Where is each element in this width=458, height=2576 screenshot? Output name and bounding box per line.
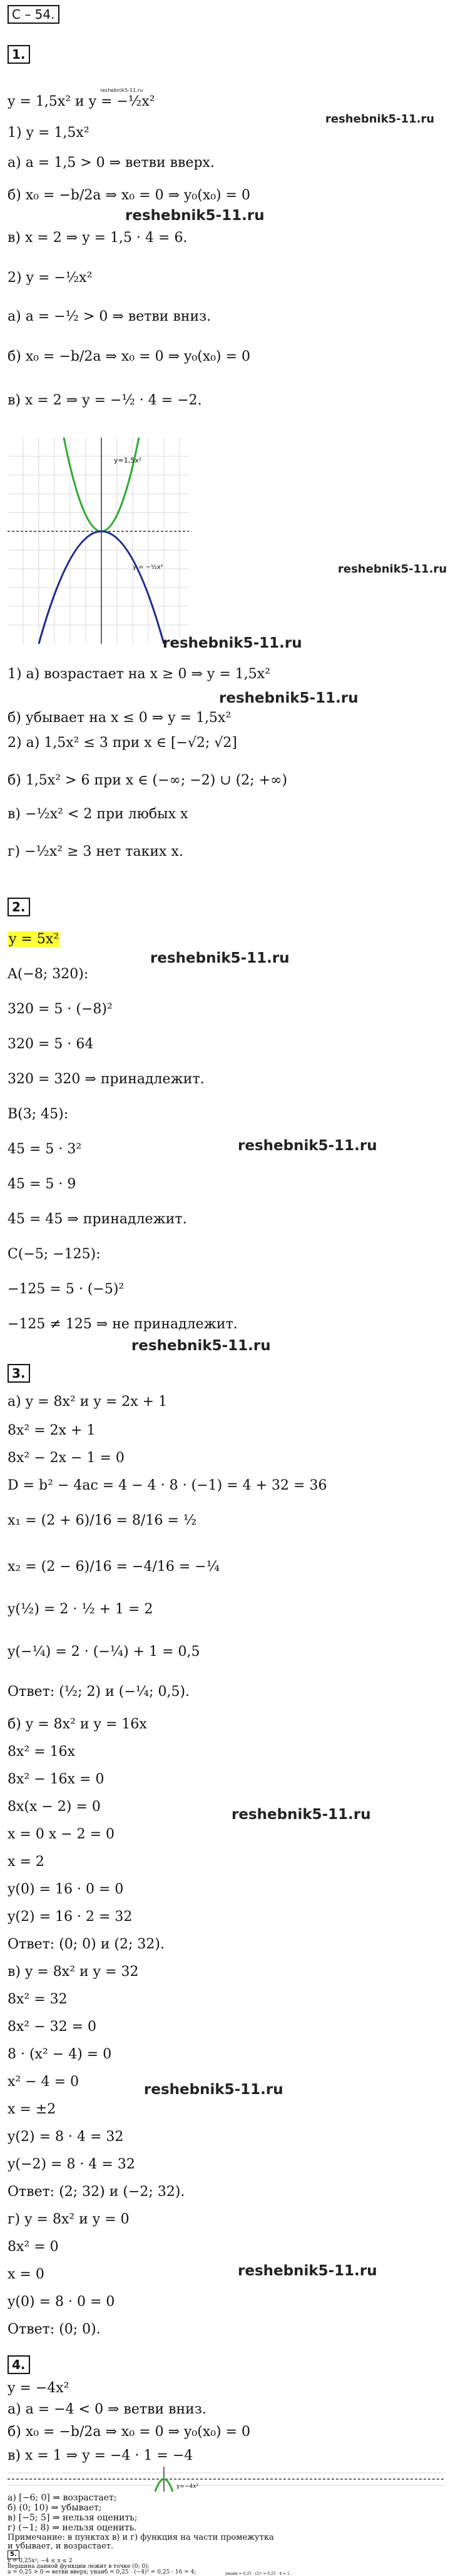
watermark: reshebnik5-11.ru <box>163 635 302 651</box>
page-title: С – 54. <box>8 5 59 24</box>
task-4-result-3: в) [−5; 5] ⇒ нельзя оценить; <box>8 2513 138 2523</box>
task-5-line-4: yнаим = 0,25 · (2)² = 0,25 · 4 = 1. <box>225 2572 291 2576</box>
graph-1-label-up: y=1,5x² <box>114 456 142 464</box>
task-1-line-9: в) x = 2 ⇒ y = −½ · 4 = −2. <box>8 393 202 408</box>
task-5-line-1: y = 0,25x²; −4 ≤ x ≤ 2 <box>8 2558 73 2564</box>
task-2-line-7: 45 = 5 · 3² <box>8 1141 82 1157</box>
watermark: reshebnik5-11.ru <box>325 113 435 126</box>
task-3-line-29: 8x² = 0 <box>8 2239 59 2255</box>
task-3-number: 3. <box>8 1364 30 1383</box>
watermark: reshebnik5-11.ru <box>338 563 447 576</box>
task-2-line-1 <box>8 931 60 948</box>
task-3-line-7: y(½) = 2 · ½ + 1 = 2 <box>8 1601 153 1617</box>
watermark: reshebnik5-11.ru <box>219 690 359 706</box>
task-3-line-27: Ответ: (2; 32) и (−2; 32). <box>8 2184 185 2200</box>
task-2-line-2: A(−8; 320): <box>8 966 89 982</box>
task-3-line-6: x₂ = (2 − 6)/16 = −4/16 = −¼ <box>8 1559 220 1575</box>
task-2-line-12: −125 ≠ 125 ⇒ не принадлежит. <box>8 1316 238 1332</box>
task-3-line-26: y(−2) = 8 · 4 = 32 <box>8 2157 135 2172</box>
task-3-line-24: x = ±2 <box>8 2102 56 2117</box>
watermark: reshebnik5-11.ru <box>238 1138 377 1154</box>
task-1-line-7: а) a = −½ > 0 ⇒ ветви вниз. <box>8 309 211 324</box>
task-4-line-3: б) x₀ = −b/2a ⇒ x₀ = 0 ⇒ y₀(x₀) = 0 <box>8 2424 251 2440</box>
graph-2-canvas <box>8 2467 445 2492</box>
task-3-line-18: Ответ: (0; 0) и (2; 32). <box>8 1937 165 1952</box>
task-1-result-6: г) −½x² ≥ 3 нет таких x. <box>8 844 183 860</box>
task-4-result-6: и убывает, и возрастает. <box>8 2542 114 2551</box>
watermark: reshebnik5-11.ru <box>238 2263 377 2279</box>
task-1-result-2: б) убывает на x ≤ 0 ⇒ y = 1,5x² <box>8 710 232 726</box>
task-3-line-21: 8x² − 32 = 0 <box>8 2019 97 2035</box>
task-3-line-13: 8x(x − 2) = 0 <box>8 1799 101 1815</box>
task-2-line-11: −125 = 5 · (−5)² <box>8 1281 125 1297</box>
task-2-line-4: 320 = 5 · 64 <box>8 1036 94 1052</box>
graph-2-label: y=−4x² <box>176 2483 199 2490</box>
task-4-line-4: в) x = 1 ⇒ y = −4 · 1 = −4 <box>8 2448 193 2463</box>
task-3-line-2: 8x² = 2x + 1 <box>8 1423 96 1438</box>
task-1-line-5: в) x = 2 ⇒ y = 1,5 · 4 = 6. <box>8 230 188 246</box>
task-1-line-3: а) a = 1,5 > 0 ⇒ ветви вверх. <box>8 155 215 171</box>
task-4-line-1: y = −4x² <box>8 2380 69 2396</box>
task-3-line-31: y(0) = 8 · 0 = 0 <box>8 2294 115 2310</box>
task-3-line-16: y(0) = 16 · 0 = 0 <box>8 1882 124 1897</box>
task-2-line-9: 45 = 45 ⇒ принадлежит. <box>8 1211 187 1227</box>
watermark: reshebnik5-11.ru <box>150 950 290 966</box>
task-5-number: 5. <box>8 2550 19 2559</box>
task-3-line-20: 8x² = 32 <box>8 1992 68 2007</box>
task-1-line-2: 1) y = 1,5x² <box>8 125 89 141</box>
watermark: reshebnik5-11.ru <box>144 2082 283 2098</box>
graph-1-canvas <box>8 438 189 644</box>
task-4-number: 4. <box>8 2355 30 2374</box>
task-1-line-8: б) x₀ = −b/2a ⇒ x₀ = 0 ⇒ y₀(x₀) = 0 <box>8 349 251 364</box>
task-1-number: 1. <box>8 45 30 64</box>
task-3-line-4: D = b² − 4ac = 4 − 4 · 8 · (−1) = 4 + 32 = 36 <box>8 1478 327 1493</box>
task-4-result-2: б) (0; 10) ⇒ убывает; <box>8 2503 102 2513</box>
task-3-line-28: г) y = 8x² и y = 0 <box>8 2212 130 2227</box>
task-3-line-1: а) y = 8x² и y = 2x + 1 <box>8 1394 168 1410</box>
task-3-line-11: 8x² = 16x <box>8 1744 76 1760</box>
task-1-result-1: 1) а) возрастает на x ≥ 0 ⇒ y = 1,5x² <box>8 666 270 682</box>
task-3-line-15: x = 2 <box>8 1854 44 1870</box>
graph-1-grid <box>8 438 189 644</box>
task-3-line-25: y(2) = 8 · 4 = 32 <box>8 2129 124 2145</box>
watermark: reshebnik5-11.ru <box>131 1338 271 1354</box>
task-2-line-10: C(−5; −125): <box>8 1246 101 1262</box>
task-3-line-22: 8 · (x² − 4) = 0 <box>8 2047 112 2062</box>
task-4-line-2: а) a = −4 < 0 ⇒ ветви вниз. <box>8 2402 206 2417</box>
task-3-line-23: x² − 4 = 0 <box>8 2074 79 2090</box>
task-2-number: 2. <box>8 898 30 916</box>
task-3-line-9: Ответ: (½; 2) и (−¼; 0,5). <box>8 1684 190 1700</box>
task-5-line-2: Вершина данной функции лежит в точке (0; 0); <box>8 2563 150 2570</box>
task-1-line-1: y = 1,5x² и y = −½x² <box>8 94 155 109</box>
task-3-line-12: 8x² − 16x = 0 <box>8 1772 104 1787</box>
task-3-line-32: Ответ: (0; 0). <box>8 2322 101 2337</box>
task-4-result-1: а) [−6; 0] ⇒ возрастает; <box>8 2493 117 2503</box>
watermark-small: reshebnik5-11.ru <box>100 88 143 93</box>
task-3-line-8: y(−¼) = 2 · (−¼) + 1 = 0,5 <box>8 1644 200 1660</box>
task-1-result-5: в) −½x² < 2 при любых x <box>8 806 188 822</box>
task-1-line-4: б) x₀ = −b/2a ⇒ x₀ = 0 ⇒ y₀(x₀) = 0 <box>8 188 251 203</box>
task-3-line-14: x = 0 x − 2 = 0 <box>8 1827 115 1842</box>
task-4-result-4: г) (−1; 8) ⇒ нельзя оценить. <box>8 2523 137 2533</box>
task-1-result-3: 2) а) 1,5x² ≤ 3 при x ∈ [−√2; √2] <box>8 735 238 751</box>
task-2-highlight: y = 5x² <box>9 931 59 947</box>
task-3-line-3: 8x² − 2x − 1 = 0 <box>8 1450 125 1466</box>
task-3-line-30: x = 0 <box>8 2267 44 2282</box>
task-5-line-3: a = 0,25 > 0 ⇒ ветви вверх; yнаиб = 0,25 · (−4)² = 0,25 · 16 = 4; <box>8 2569 196 2575</box>
task-3-line-10: б) y = 8x² и y = 16x <box>8 1716 147 1732</box>
watermark: reshebnik5-11.ru <box>232 1807 371 1823</box>
task-4-result-5: Примечание: в пунктах в) и г) функция на части промежутка <box>8 2533 274 2542</box>
task-1-result-4: б) 1,5x² > 6 при x ∈ (−∞; −2) ∪ (2; +∞) <box>8 773 288 788</box>
task-3-line-19: в) y = 8x² и y = 32 <box>8 1964 139 1980</box>
task-1-line-6: 2) y = −½x² <box>8 270 93 286</box>
task-2-line-6: B(3; 45): <box>8 1106 69 1122</box>
task-2-line-8: 45 = 5 · 9 <box>8 1176 76 1192</box>
task-2-line-5: 320 = 320 ⇒ принадлежит. <box>8 1071 205 1087</box>
task-2-line-3: 320 = 5 · (−8)² <box>8 1001 113 1017</box>
watermark: reshebnik5-11.ru <box>125 208 265 224</box>
graph-1 <box>8 438 189 644</box>
task-3-line-5: x₁ = (2 + 6)/16 = 8/16 = ½ <box>8 1513 197 1528</box>
graph-1-label-down: y = −½x² <box>133 564 163 571</box>
graph-2 <box>8 2467 445 2492</box>
task-3-line-17: y(2) = 16 · 2 = 32 <box>8 1909 133 1925</box>
